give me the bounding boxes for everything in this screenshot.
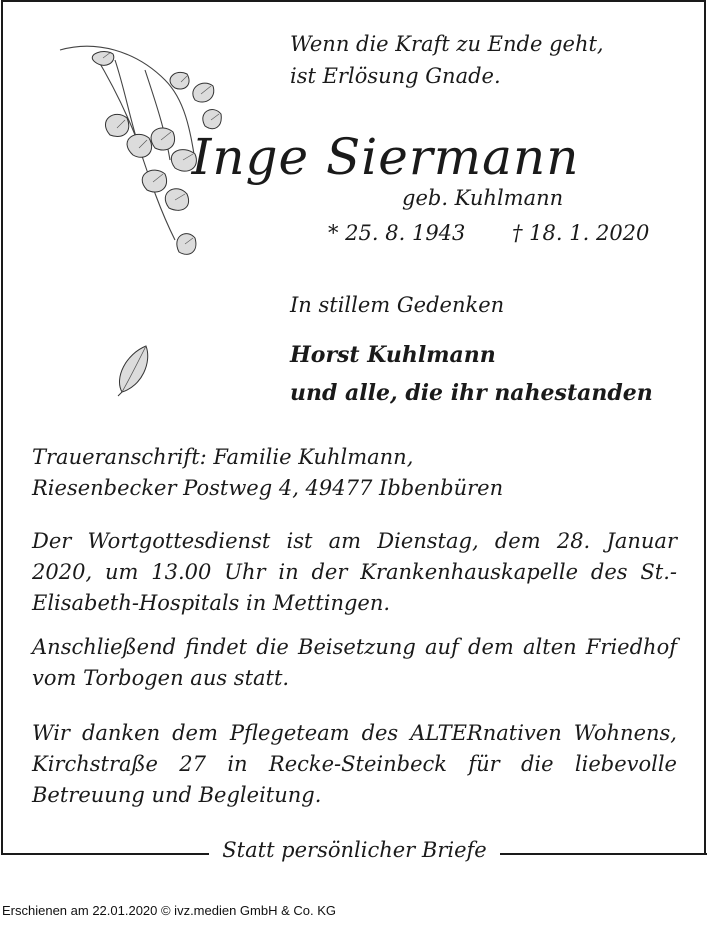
publication-footer: Erschienen am 22.01.2020 © ivz.medien GmbH & Co. KG — [2, 903, 337, 918]
service-paragraph: Der Wortgottesdienst ist am Dienstag, dem 28. Januar 2020, um 13.00 Uhr in der Krankenhauskapelle des St.-Elisabeth-Hospitals in Mettingen. — [32, 529, 677, 615]
motto-line-2: ist Erlösung Gnade. — [290, 64, 501, 88]
falling-leaf-icon — [112, 340, 157, 400]
birth-date: * 25. 8. 1943 — [328, 221, 466, 245]
bottom-rule-right — [500, 853, 707, 855]
address-line-1: Traueranschrift: Familie Kuhlmann, — [32, 445, 414, 469]
mourner-line-1: Horst Kuhlmann — [290, 342, 496, 368]
burial-paragraph: Anschließend findet die Beisetzung auf dem alten Friedhof vom Torbogen aus statt. — [32, 635, 677, 690]
motto-line-1: Wenn die Kraft zu Ende geht, — [290, 32, 604, 56]
thanks-paragraph: Wir danken dem Pflegeteam des ALTERnativen Wohnens, Kirchstraße 27 in Recke-Steinbeck für die liebevolle Betreuung und Begleitung. — [32, 721, 677, 807]
address-line-2: Riesenbecker Postweg 4, 49477 Ibbenbüren — [32, 476, 504, 500]
memory-line: In stillem Gedenken — [290, 293, 505, 317]
closing-line: Statt persönlicher Briefe — [222, 838, 487, 862]
birth-name: geb. Kuhlmann — [402, 186, 564, 210]
bottom-rule-left — [1, 853, 209, 855]
address-block — [32, 442, 677, 504]
deceased-name: Inge Siermann — [191, 128, 580, 186]
mourner-line-2: und alle, die ihr nahestanden — [290, 380, 653, 406]
death-date: † 18. 1. 2020 — [512, 221, 650, 245]
